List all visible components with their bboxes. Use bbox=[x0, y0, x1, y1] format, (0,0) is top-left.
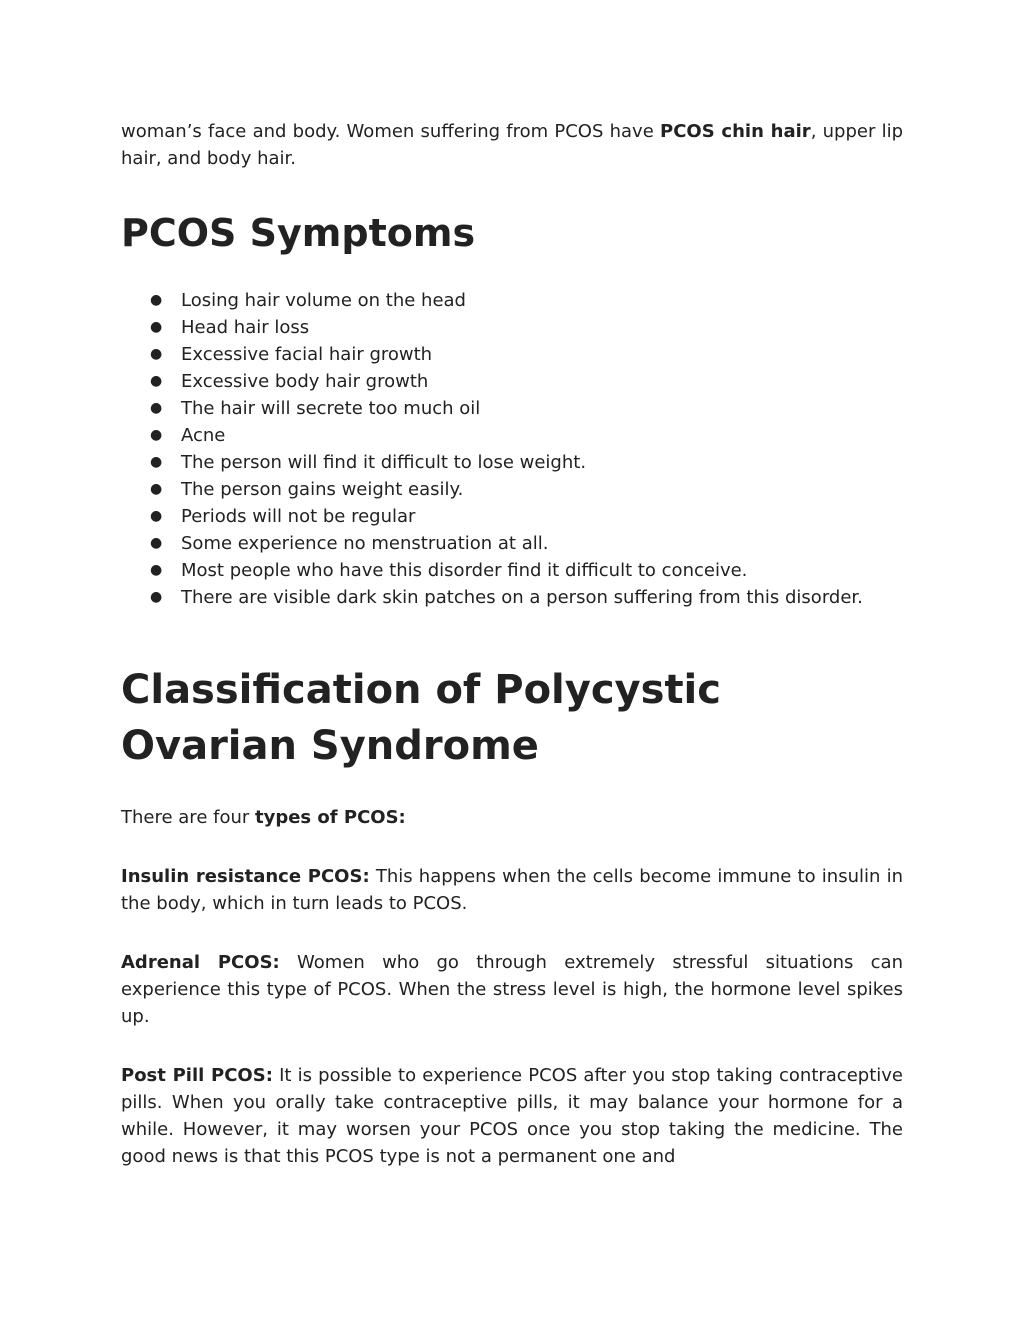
intro-text-end: , upper lip hair, and body hair. bbox=[121, 121, 904, 169]
bullet-icon: ● bbox=[150, 373, 163, 389]
bullet-icon: ● bbox=[150, 292, 163, 308]
intro-text: woman’s face and body. Women suffering from PCOS have bbox=[121, 121, 660, 142]
list-item bbox=[121, 368, 903, 395]
list-item bbox=[121, 422, 903, 449]
types-intro-bold: types of PCOS: bbox=[255, 807, 406, 828]
list-item bbox=[121, 314, 903, 341]
type-name: Post Pill PCOS: bbox=[121, 1065, 273, 1086]
bullet-icon: ● bbox=[150, 535, 163, 551]
bullet-icon: ● bbox=[150, 319, 163, 335]
list-item-text: There are visible dark skin patches on a person suffering from this disorder. bbox=[181, 587, 863, 608]
type-paragraph-adrenal bbox=[121, 949, 903, 1030]
list-item-text: Excessive body hair growth bbox=[181, 371, 429, 392]
symptoms-heading: PCOS Symptoms bbox=[121, 211, 476, 255]
classification-heading-line2: Ovarian Syndrome bbox=[121, 723, 539, 769]
type-paragraph-post-pill bbox=[121, 1062, 903, 1170]
types-intro bbox=[121, 804, 903, 831]
list-item bbox=[121, 584, 903, 611]
document-page bbox=[121, 118, 903, 1170]
type-name: Insulin resistance PCOS: bbox=[121, 866, 370, 887]
bullet-icon: ● bbox=[150, 346, 163, 362]
list-item-text: Head hair loss bbox=[181, 317, 310, 338]
list-item bbox=[121, 449, 903, 476]
list-item-text: Excessive facial hair growth bbox=[181, 344, 433, 365]
list-item-text: Some experience no menstruation at all. bbox=[181, 533, 549, 554]
list-item bbox=[121, 476, 903, 503]
list-item-text: Losing hair volume on the head bbox=[181, 290, 466, 311]
bullet-icon: ● bbox=[150, 400, 163, 416]
list-item-text: Acne bbox=[181, 425, 226, 446]
intro-bold-term: PCOS chin hair bbox=[660, 121, 811, 142]
classification-heading bbox=[121, 662, 903, 774]
list-item bbox=[121, 395, 903, 422]
list-item bbox=[121, 341, 903, 368]
type-description: This happens when the cells become immune to insulin in the body, which in turn leads to PCOS. bbox=[121, 866, 903, 914]
bullet-icon: ● bbox=[150, 589, 163, 605]
list-item bbox=[121, 503, 903, 530]
list-item-text: The person gains weight easily. bbox=[181, 479, 464, 500]
types-intro-text: There are four bbox=[121, 807, 255, 828]
list-item bbox=[121, 557, 903, 584]
type-name: Adrenal PCOS: bbox=[121, 952, 280, 973]
bullet-icon: ● bbox=[150, 481, 163, 497]
list-item-text: Periods will not be regular bbox=[181, 506, 416, 527]
list-item-text: The hair will secrete too much oil bbox=[181, 398, 481, 419]
type-description: It is possible to experience PCOS after you stop taking contraceptive pills. When you orally take contraceptive pills, it may balance your hormone for a while. However, it may worsen your PCOS once you stop taking the medicine. The good news is that this PCOS type is not a permanent one and bbox=[121, 1065, 903, 1167]
bullet-icon: ● bbox=[150, 562, 163, 578]
list-item-text: Most people who have this disorder find it difficult to conceive. bbox=[181, 560, 748, 581]
list-item-text: The person will find it difficult to lose weight. bbox=[181, 452, 587, 473]
list-item bbox=[121, 287, 903, 314]
list-item bbox=[121, 530, 903, 557]
symptoms-list bbox=[121, 287, 903, 611]
classification-heading-line1: Classification of Polycystic bbox=[121, 667, 721, 713]
intro-paragraph bbox=[121, 118, 903, 172]
bullet-icon: ● bbox=[150, 454, 163, 470]
type-description: Women who go through extremely stressful situations can experience this type of PCOS. When the stress level is high, the hormone level spikes up. bbox=[121, 952, 903, 1027]
bullet-icon: ● bbox=[150, 508, 163, 524]
bullet-icon: ● bbox=[150, 427, 163, 443]
type-paragraph-insulin bbox=[121, 863, 903, 917]
